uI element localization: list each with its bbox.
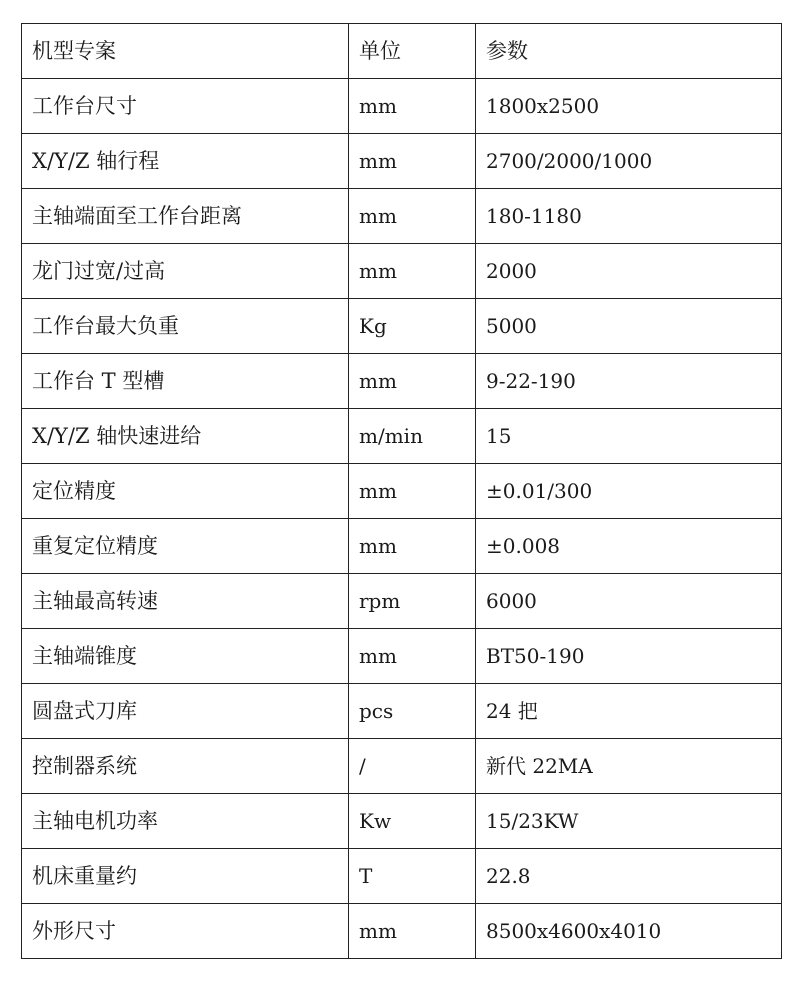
table-row xyxy=(22,574,782,629)
table-row xyxy=(22,519,782,574)
spec-value-cell: ±0.01/300 xyxy=(476,464,782,519)
header-cell-unit: 单位 xyxy=(349,24,476,79)
spec-value-cell: 6000 xyxy=(476,574,782,629)
spec-value-cell: 5000 xyxy=(476,299,782,354)
spec-unit-cell: mm xyxy=(349,464,476,519)
spec-value-cell: 15 xyxy=(476,409,782,464)
spec-unit-cell: mm xyxy=(349,354,476,409)
spec-unit-cell: Kg xyxy=(349,299,476,354)
spec-name-cell: 龙门过宽/过高 xyxy=(22,244,349,299)
spec-value-cell: 22.8 xyxy=(476,849,782,904)
spec-name-cell: 主轴最高转速 xyxy=(22,574,349,629)
spec-table xyxy=(21,23,782,959)
spec-unit-cell: T xyxy=(349,849,476,904)
spec-value-cell: ±0.008 xyxy=(476,519,782,574)
spec-unit-cell: mm xyxy=(349,244,476,299)
table-row xyxy=(22,464,782,519)
table-header-row xyxy=(22,24,782,79)
table-row xyxy=(22,79,782,134)
spec-name-cell: X/Y/Z 轴行程 xyxy=(22,134,349,189)
spec-name-cell: 工作台最大负重 xyxy=(22,299,349,354)
spec-unit-cell: mm xyxy=(349,904,476,959)
spec-name-cell: 工作台 T 型槽 xyxy=(22,354,349,409)
table-row xyxy=(22,849,782,904)
spec-name-cell: X/Y/Z 轴快速进给 xyxy=(22,409,349,464)
spec-unit-cell: mm xyxy=(349,189,476,244)
table-row xyxy=(22,794,782,849)
spec-unit-cell: / xyxy=(349,739,476,794)
spec-name-cell: 定位精度 xyxy=(22,464,349,519)
table-row xyxy=(22,134,782,189)
spec-value-cell: 1800x2500 xyxy=(476,79,782,134)
table-row xyxy=(22,684,782,739)
spec-unit-cell: m/min xyxy=(349,409,476,464)
spec-unit-cell: rpm xyxy=(349,574,476,629)
spec-unit-cell: mm xyxy=(349,519,476,574)
table-row xyxy=(22,244,782,299)
spec-unit-cell: Kw xyxy=(349,794,476,849)
spec-name-cell: 机床重量约 xyxy=(22,849,349,904)
spec-name-cell: 工作台尺寸 xyxy=(22,79,349,134)
spec-name-cell: 主轴端面至工作台距离 xyxy=(22,189,349,244)
table-row xyxy=(22,354,782,409)
table-row xyxy=(22,189,782,244)
spec-name-cell: 主轴端锥度 xyxy=(22,629,349,684)
header-cell-parameter: 参数 xyxy=(476,24,782,79)
table-row xyxy=(22,904,782,959)
spec-unit-cell: mm xyxy=(349,79,476,134)
spec-name-cell: 外形尺寸 xyxy=(22,904,349,959)
spec-value-cell: 2700/2000/1000 xyxy=(476,134,782,189)
spec-name-cell: 重复定位精度 xyxy=(22,519,349,574)
spec-value-cell: 2000 xyxy=(476,244,782,299)
table-row xyxy=(22,299,782,354)
spec-table-body xyxy=(22,24,782,959)
spec-value-cell: 9-22-190 xyxy=(476,354,782,409)
spec-value-cell: BT50-190 xyxy=(476,629,782,684)
table-row xyxy=(22,739,782,794)
spec-unit-cell: mm xyxy=(349,629,476,684)
spec-value-cell: 24 把 xyxy=(476,684,782,739)
spec-unit-cell: mm xyxy=(349,134,476,189)
spec-name-cell: 圆盘式刀库 xyxy=(22,684,349,739)
spec-value-cell: 新代 22MA xyxy=(476,739,782,794)
spec-value-cell: 15/23KW xyxy=(476,794,782,849)
spec-value-cell: 180-1180 xyxy=(476,189,782,244)
spec-name-cell: 控制器系统 xyxy=(22,739,349,794)
table-row xyxy=(22,409,782,464)
header-cell-model-item: 机型专案 xyxy=(22,24,349,79)
spec-value-cell: 8500x4600x4010 xyxy=(476,904,782,959)
spec-unit-cell: pcs xyxy=(349,684,476,739)
spec-name-cell: 主轴电机功率 xyxy=(22,794,349,849)
table-row xyxy=(22,629,782,684)
